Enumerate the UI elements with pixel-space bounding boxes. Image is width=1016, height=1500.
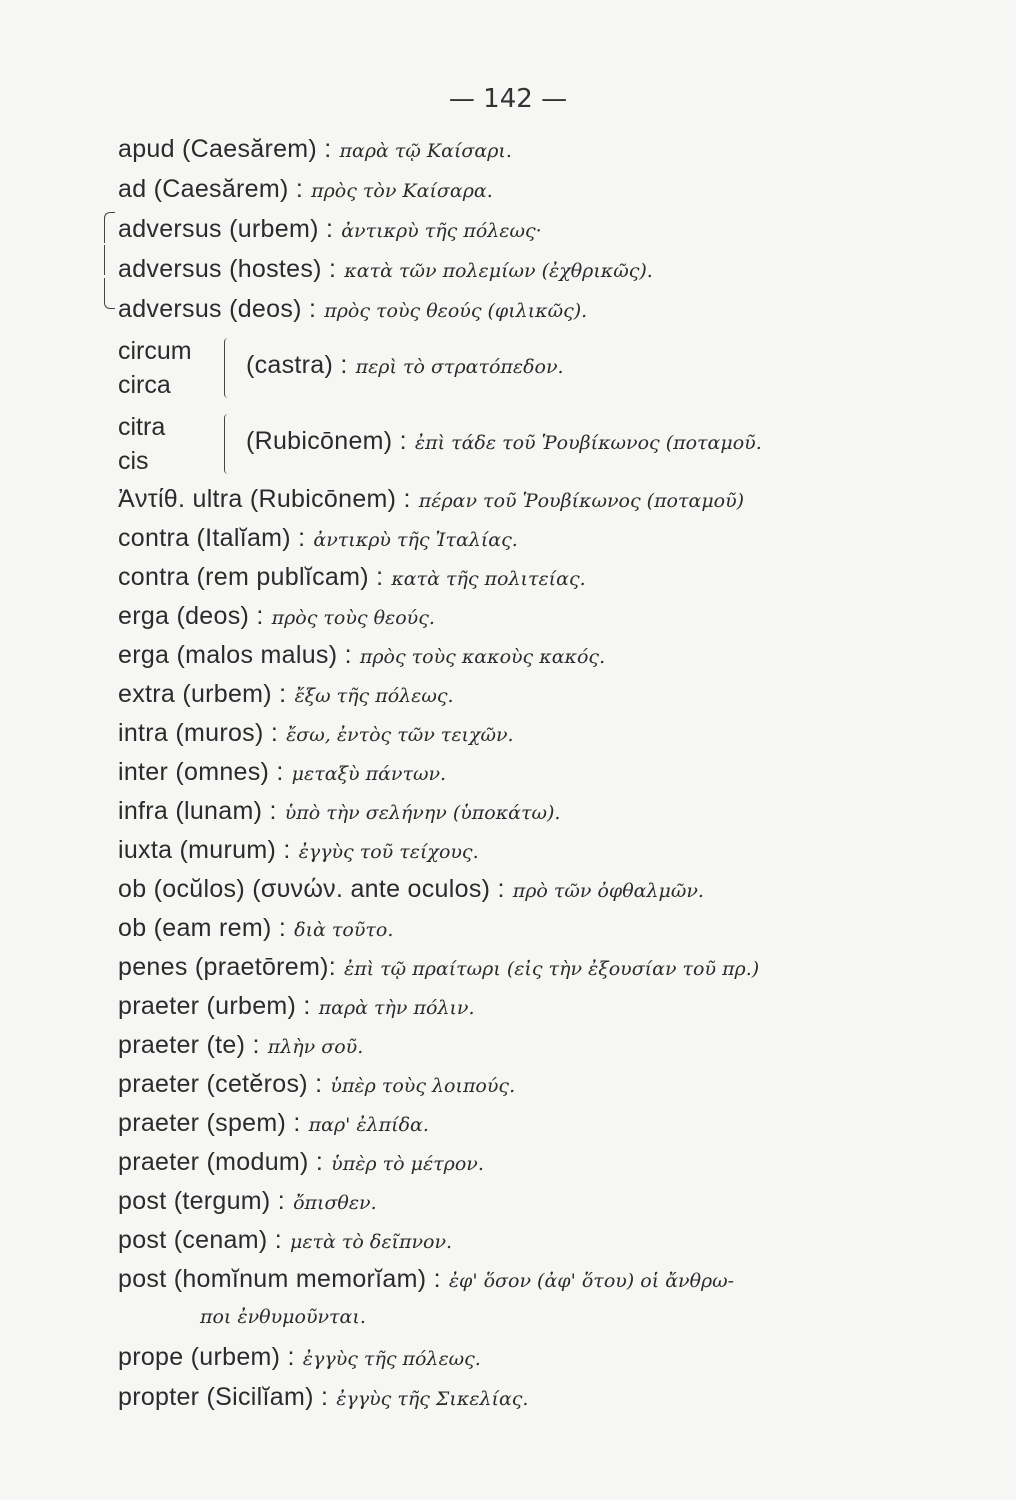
- continuation-line: ποι ἐνθυμοῦνται.: [200, 1306, 366, 1328]
- entry-line: adversus (deos) : πρὸς τοὺς θεούς (φιλικῶς).: [118, 295, 588, 323]
- entry-line: praeter (modum) : ὑπὲρ τὸ μέτρον.: [118, 1148, 484, 1176]
- entry-line: erga (deos) : πρὸς τοὺς θεούς.: [118, 602, 435, 630]
- entry-line: propter (Sicilĭam) : ἐγγὺς τῆς Σικελίας.: [118, 1383, 529, 1411]
- entry-line: praeter (cetĕros) : ὑπὲρ τοὺς λοιπούς.: [118, 1070, 516, 1098]
- pair-word: cis: [118, 447, 149, 475]
- entry-line: contra (rem publĭcam) : κατὰ τῆς πολιτείας.: [118, 563, 586, 591]
- entry-line: contra (Italĭam) : ἀντικρὺ τῆς Ἰταλίας.: [118, 524, 518, 552]
- pair-word: circa: [118, 371, 171, 399]
- entry-line: intra (muros) : ἔσω, ἐντὸς τῶν τειχῶν.: [118, 719, 514, 747]
- entry-line: iuxta (murum) : ἐγγὺς τοῦ τείχους.: [118, 836, 479, 864]
- pair-word: citra: [118, 413, 166, 441]
- entry-line: post (cenam) : μετὰ τὸ δεῖπνον.: [118, 1226, 453, 1254]
- entry-line: prope (urbem) : ἐγγὺς τῆς πόλεως.: [118, 1343, 481, 1371]
- entry-line: extra (urbem) : ἔξω τῆς πόλεως.: [118, 680, 454, 708]
- entry-line: praeter (te) : πλὴν σοῦ.: [118, 1031, 364, 1059]
- entry-pair: citra cis (Rubicōnem) : ἐπὶ τάδε τοῦ Ῥουβίκωνος (ποταμοῦ.: [118, 410, 165, 478]
- entry-line: apud (Caesărem) : παρὰ τῷ Καίσαρι.: [118, 135, 512, 163]
- entry-line: ad (Caesărem) : πρὸς τὸν Καίσαρα.: [118, 175, 493, 203]
- entry-line: adversus (urbem) : ἀντικρὺ τῆς πόλεως·: [118, 215, 542, 243]
- entry-line: post (homĭnum memorĭam) : ἐφ' ὅσον (ἀφ' ὅτου) οἱ ἄνθρω-: [118, 1265, 735, 1293]
- entry-pair: circum circa (castra) : περὶ τὸ στρατόπεδον.: [118, 334, 192, 402]
- entry-line: ob (eam rem) : διὰ τοῦτο.: [118, 914, 394, 942]
- entry-line: praeter (spem) : παρ' ἐλπίδα.: [118, 1109, 429, 1137]
- pair-word: circum: [118, 337, 192, 365]
- pair-brace: [224, 338, 233, 398]
- entry-line: penes (praetōrem): ἐπὶ τῷ πραίτωρι (εἰς τὴν ἐξουσίαν τοῦ πρ.): [118, 953, 760, 981]
- adversus-brace: [104, 212, 114, 308]
- page-number: — 142 —: [448, 84, 568, 114]
- entry-line: erga (malos malus) : πρὸς τοὺς κακοὺς κακός.: [118, 641, 606, 669]
- entry-line: ob (ocŭlos) (συνών. ante oculos) : πρὸ τῶν ὀφθαλμῶν.: [118, 875, 704, 903]
- entry-line: post (tergum) : ὄπισθεν.: [118, 1187, 377, 1215]
- entry-line: adversus (hostes) : κατὰ τῶν πολεμίων (ἐχθρικῶς).: [118, 255, 653, 283]
- entry-line: infra (lunam) : ὑπὸ τὴν σελήνην (ὑποκάτω).: [118, 797, 561, 825]
- entry-line: praeter (urbem) : παρὰ τὴν πόλιν.: [118, 992, 475, 1020]
- pair-brace: [224, 414, 233, 474]
- entry-line: Ἀντίθ. ultra (Rubicōnem) : πέραν τοῦ Ῥουβίκωνος (ποταμοῦ): [118, 485, 745, 513]
- entry-line: inter (omnes) : μεταξὺ πάντων.: [118, 758, 447, 786]
